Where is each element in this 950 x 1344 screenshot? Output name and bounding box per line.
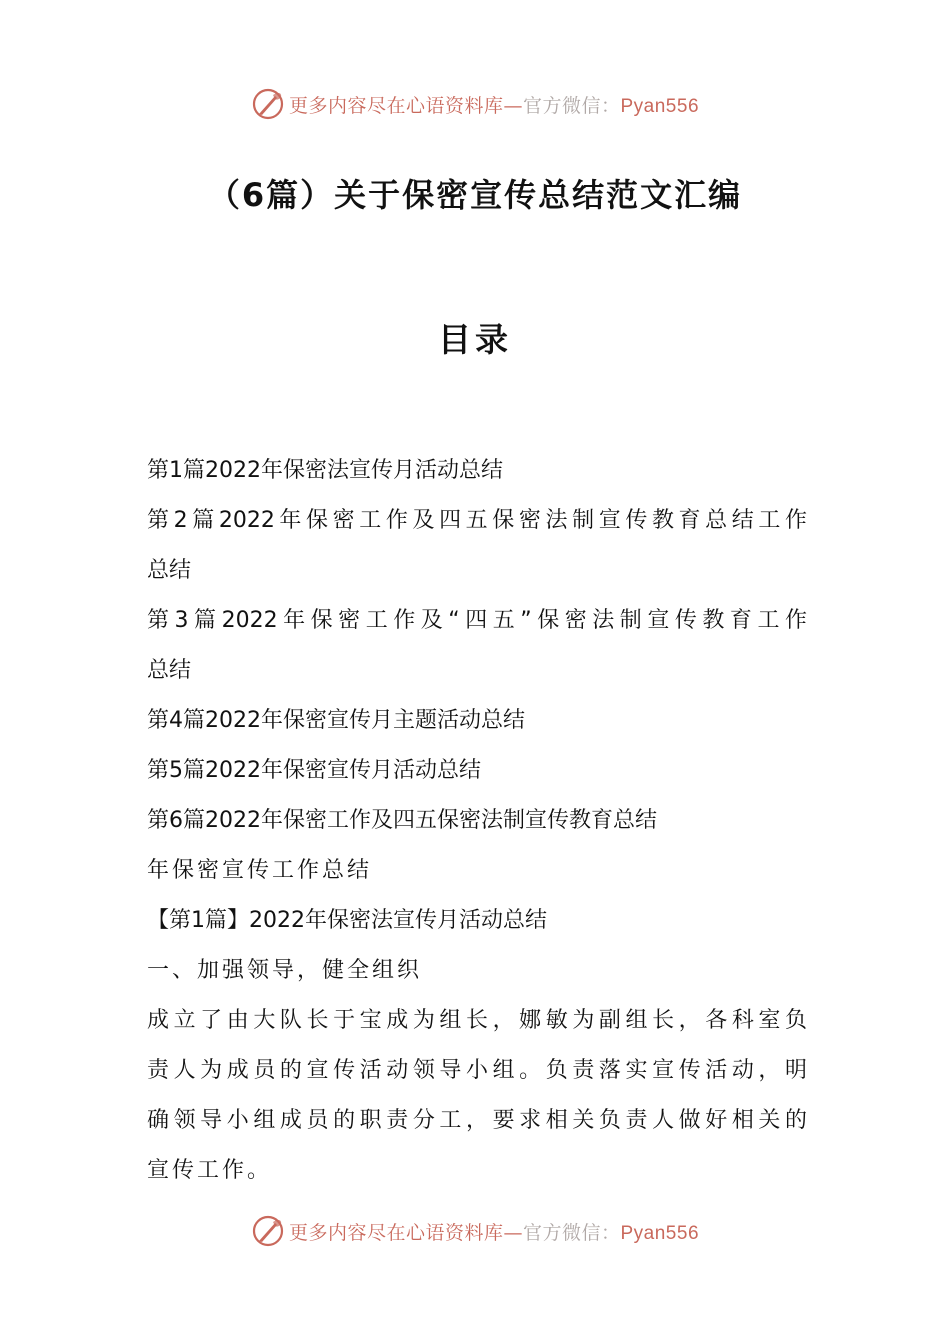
paragraph-line: 确领导小组成员的职责分工，要求相关负责人做好相关的 bbox=[147, 1108, 807, 1133]
watermark-text: 更多内容尽在心语资料库—官方微信：Pyan556 bbox=[288, 94, 700, 117]
quill-pen-logo bbox=[251, 1214, 285, 1248]
paragraph-line: 成立了由大队长于宝成为组长，娜敏为副组长，各科室负 bbox=[147, 1008, 807, 1033]
toc-entry: 年保密宣传工作总结 bbox=[147, 858, 373, 883]
toc-entry: 第4篇2022年保密宣传月主题活动总结 bbox=[147, 708, 525, 733]
toc-entry: 第3篇2022年保密工作及“四五”保密法制宣传教育工作 bbox=[147, 608, 807, 633]
paragraph-line: 责人为成员的宣传活动领导小组。负责落实宣传活动，明 bbox=[147, 1058, 807, 1083]
section-heading: 【第1篇】2022年保密法宣传月活动总结 bbox=[147, 908, 547, 933]
toc-entry-continuation: 总结 bbox=[147, 658, 192, 683]
watermark-text: 更多内容尽在心语资料库—官方微信：Pyan556 bbox=[288, 1221, 700, 1244]
document-title: （6篇）关于保密宣传总结范文汇编 bbox=[207, 176, 743, 214]
footer-watermark bbox=[0, 1213, 950, 1249]
subheading: 一、加强领导，健全组织 bbox=[147, 958, 423, 983]
toc-entry-continuation: 总结 bbox=[147, 558, 192, 583]
toc-entry: 第6篇2022年保密工作及四五保密法制宣传教育总结 bbox=[147, 808, 657, 833]
paragraph-line: 宣传工作。 bbox=[147, 1158, 273, 1183]
toc-entry: 第5篇2022年保密宣传月活动总结 bbox=[147, 758, 481, 783]
toc-entry: 第2篇2022年保密工作及四五保密法制宣传教育总结工作 bbox=[147, 508, 807, 533]
header-watermark bbox=[0, 86, 950, 122]
document-body bbox=[147, 446, 807, 1196]
toc-entry: 第1篇2022年保密法宣传月活动总结 bbox=[147, 458, 503, 483]
quill-pen-logo bbox=[251, 87, 285, 121]
toc-heading: 目录 bbox=[438, 320, 512, 359]
